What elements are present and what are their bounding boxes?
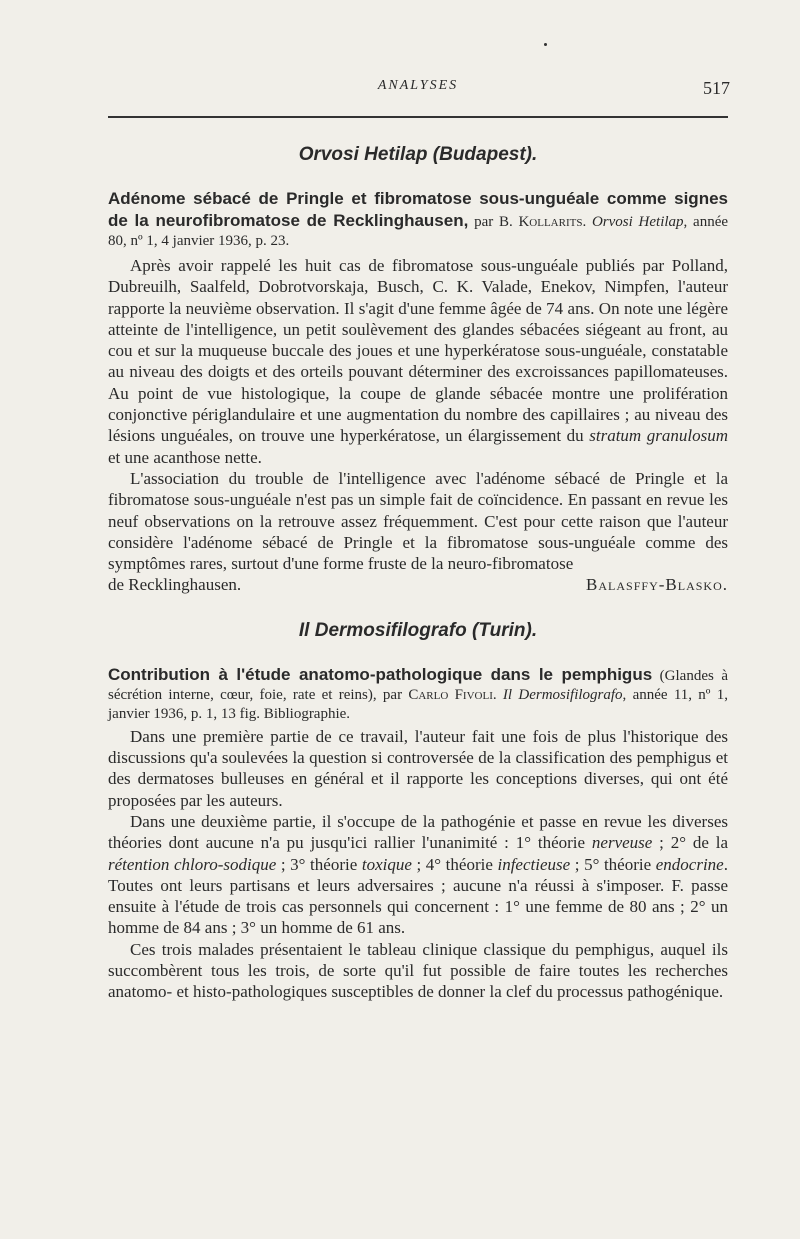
sep-1: . <box>582 214 592 230</box>
article-body-2 <box>108 726 728 1003</box>
paragraph: Ces trois malades présentaient le tableau clinique classique du pemphigus, auquel ils succombèrent tous les trois, de sorte qu'il fut possible de faire toutes les recherches anatomo- et histo-pathologiques susceptibles de donner la clef du processus pathogénique. <box>108 939 728 1002</box>
article-title-2: Contribution à l'étude anatomo-pathologique dans le pemphigus <box>108 664 653 684</box>
article-author-2: Carlo Fivoli <box>408 686 493 703</box>
article-subtitle-2: (Glandes à sécrétion interne, cœur, foie, rate et reins), par <box>108 667 728 703</box>
paragraph-text: et une acanthose nette. <box>108 447 262 467</box>
source-details-1: , année 80, nº 1, 4 janvier 1936, p. 23. <box>108 214 729 249</box>
header-rule <box>108 116 728 118</box>
paragraph: Dans une première partie de ce travail, l'auteur fait une fois de plus l'historique des discussions qu'a soulevées la question si controversée de la classification des pemphigus et des dermatoses bulleuses en général et il rapporte les conceptions diverses, qui ont été proposées par les auteurs. <box>108 726 728 810</box>
page-number: 517 <box>703 78 730 98</box>
sep-2: . <box>492 686 503 703</box>
paragraph-text: ; 5° théorie <box>570 854 656 874</box>
paragraph-text: ; 4° théorie <box>411 854 498 874</box>
by-word-1: par <box>468 214 499 230</box>
source-journal-1: Orvosi Hetilap <box>591 214 684 230</box>
paragraph-end-text: de Recklinghausen. <box>108 575 242 595</box>
paragraph-text: Dans une deuxième partie, il s'occupe de la pathogénie et passe en revue les diverses théories dont aucune n'a pu jusqu'ici rallier l'unanimité : 1° théorie <box>108 811 728 853</box>
article-body-1 <box>108 255 728 596</box>
paragraph-text: . Toutes ont leurs partisans et leurs adversaires ; aucune n'a réussi à s'imposer. F. passe ensuite à l'étude de trois cas personnels qui concernent : 1° une femme de 80 ans ; 2° un homme de 84 ans ; 3° un homme de 61 ans. <box>108 854 728 938</box>
paragraph <box>108 811 728 939</box>
paragraph: L'association du trouble de l'intelligence avec l'adénome sébacé de Pringle et la fibromatose sous-unguéale n'est pas un simple fait de coïncidence. En passant en revue les neuf observations on la retrouve assez fréquemment. C'est pour cette raison que l'auteur considère l'adénome sébacé de Pringle et la fibromatose sous-unguéale comme des symptômes rares, surtout d'une forme fruste de la neuro-fibromatose <box>108 468 728 574</box>
running-head-title: ANALYSES <box>377 78 459 93</box>
source-details-2: , année 11, nº 1, janvier 1936, p. 1, 13 fig. Bibliographie. <box>108 686 728 722</box>
emphasis-text: toxique <box>361 854 412 874</box>
emphasis-text: stratum granulosum <box>589 426 728 446</box>
journal-heading-2: Il Dermosifilografo (Turin). <box>298 619 538 641</box>
article-title-1: Adénome sébacé de Pringle et fibromatose sous-unguéale comme signes de la neurofibromatose de Recklinghausen, <box>108 189 728 230</box>
signature-line <box>108 574 728 595</box>
speck <box>544 43 547 46</box>
paragraph-text: ; 2° de la <box>652 833 728 853</box>
article-heading-2 <box>108 664 728 724</box>
paragraph-text: Après avoir rappelé les huit cas de fibromatose sous-unguéale publiés par Polland, Dubreuilh, Saalfeld, Dobrotvorskaja, Busch, C. K. Valade, Enekov, Nimpfen, l'auteur rapporte la neuvième observation. Il s'agit d'une femme âgée de 74 ans. On note une légère atteinte de l'intelligence, un petit soulèvement des glandes sébacées siégeant au front, au cou et sur la muqueuse buccale des joues et une hyperkératose sous-unguéale, constatable au niveau des doigts et des orteils pouvant déterminer des excroissances papillomateuses. Au point de vue histologique, la coupe de glande sébacée montre une prolifération conjonctive périglandulaire et une augmentation du nombre des capillaires ; au niveau des lésions unguéales, on trouve une hyperkératose, un élargissement du <box>108 256 728 446</box>
emphasis-text: rétention chloro-sodique <box>108 854 277 874</box>
source-journal-2: Il Dermosifilografo <box>502 686 623 703</box>
emphasis-text: infectieuse <box>497 854 571 874</box>
article-heading-1 <box>108 188 728 251</box>
emphasis-text: nerveuse <box>591 833 653 853</box>
journal-heading-1: Orvosi Hetilap (Budapest). <box>298 144 538 165</box>
paragraph <box>108 255 728 468</box>
page <box>108 78 728 1003</box>
reviewer-signature: Balasffy-Blasko. <box>586 575 728 595</box>
emphasis-text: endocrine <box>655 854 724 874</box>
paragraph-text: ; 3° théorie <box>276 854 362 874</box>
article-author-1: B. Kollarits <box>498 214 583 230</box>
running-head <box>108 78 728 108</box>
